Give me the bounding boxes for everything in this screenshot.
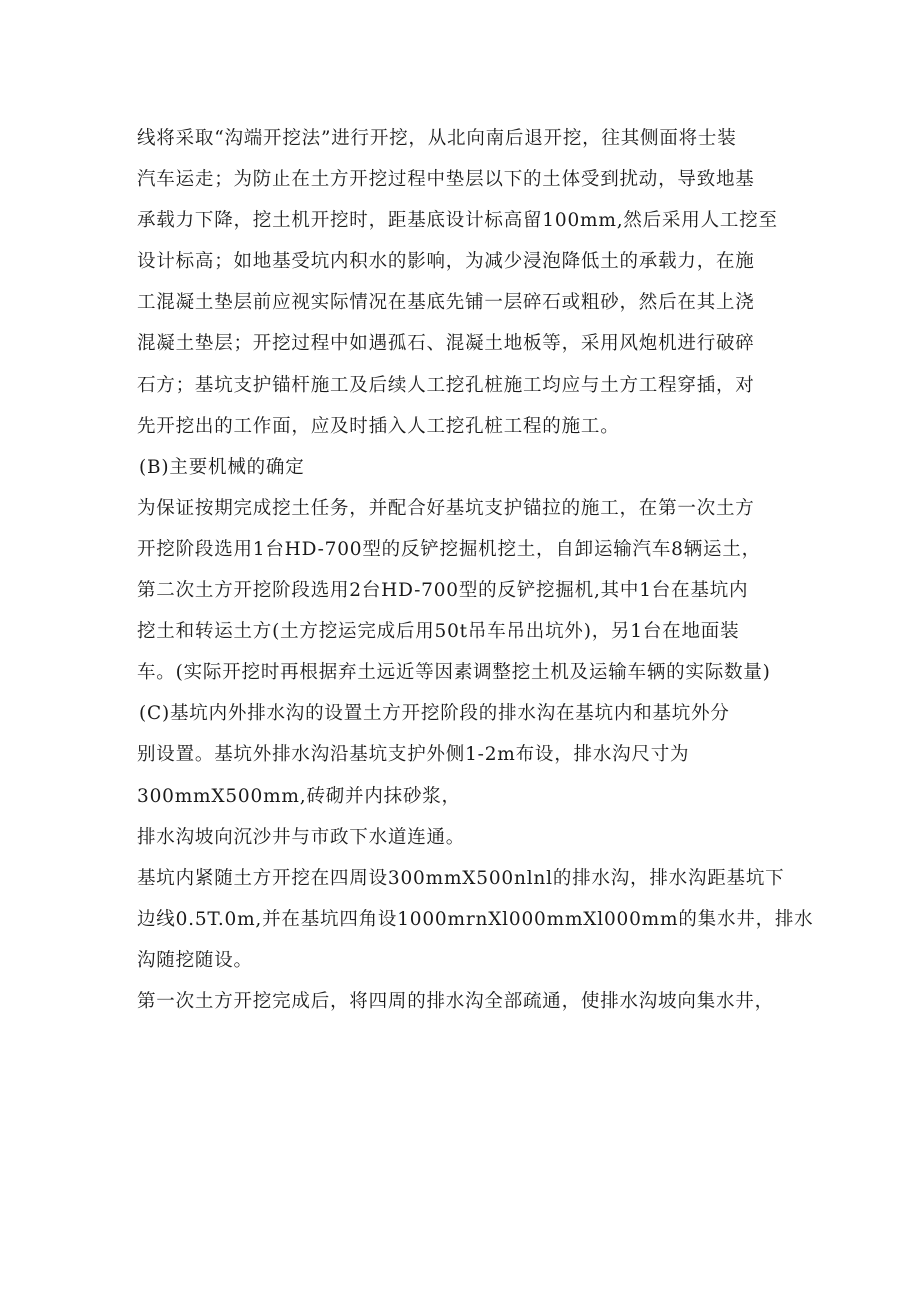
text-line: 沟随挖随设。 [137,949,253,971]
text-line: 石方；基坑支护锚杆施工及后续人工挖孔桩施工均应与土方工程穿插，对 [137,374,755,396]
text-line: 车。(实际开挖时再根据弃土远近等因素调整挖土机及运输车辆的实际数量) [137,662,771,684]
document-body [137,118,814,1022]
section-heading-b: (B)主要机械的确定 [139,456,305,478]
text-line: 基坑内紧随土方开挖在四周设300mmX500nlnl的排水沟，排水沟距基坑下 [137,867,785,889]
text-line: 开挖阶段选用1台HD-700型的反铲挖掘机挖土，自卸运输汽车8辆运土， [137,538,761,560]
text-line: 工混凝土垫层前应视实际情况在基底先铺一层碎石或粗砂，然后在其上浇 [137,292,755,314]
text-line: 300mmX500mm,砖砌并内抹砂浆， [137,785,461,807]
text-line: 先开挖出的工作面，应及时插入人工挖孔桩工程的施工。 [137,415,620,437]
text-line: 承载力下降，挖土机开挖时，距基底设计标高留100mm,然后采用人工挖至 [137,210,778,232]
text-line: 混凝土垫层；开挖过程中如遇孤石、混凝土地板等，采用风炮机进行破碎 [137,333,755,355]
text-line: 汽车运走；为防止在土方开挖过程中垫层以下的土体受到扰动，导致地基 [137,169,755,191]
text-line: 别设置。基坑外排水沟沿基坑支护外侧1-2m布设，排水沟尺寸为 [137,744,690,766]
text-line: 线将采取“沟端开挖法”进行开挖，从北向南后退开挖，往其侧面将士装 [137,128,737,149]
text-line: 第二次土方开挖阶段选用2台HD-700型的反铲挖掘机,其中1台在基坑内 [137,580,749,602]
text-line: 挖土和转运土方(土方挖运完成后用50t吊车吊出坑外)，另1台在地面装 [137,621,740,643]
text-line: 排水沟坡向沉沙井与市政下水道连通。 [137,826,466,848]
text-line: 第一次土方开挖完成后，将四周的排水沟全部疏通，使排水沟坡向集水井， [137,990,774,1012]
text-line: 为保证按期完成挖土任务，并配合好基坑支护锚拉的施工，在第一次土方 [137,497,755,519]
section-heading-c: (C)基坑内外排水沟的设置土方开挖阶段的排水沟在基坑内和基坑外分 [139,703,730,725]
text-line: 边线0.5T.0m,并在基坑四角设1000mrnXl000mmXl000mm的集水井，排水 [137,908,814,930]
text-line: 设计标高；如地基受坑内积水的影响，为减少浸泡降低土的承载力，在施 [137,251,755,273]
